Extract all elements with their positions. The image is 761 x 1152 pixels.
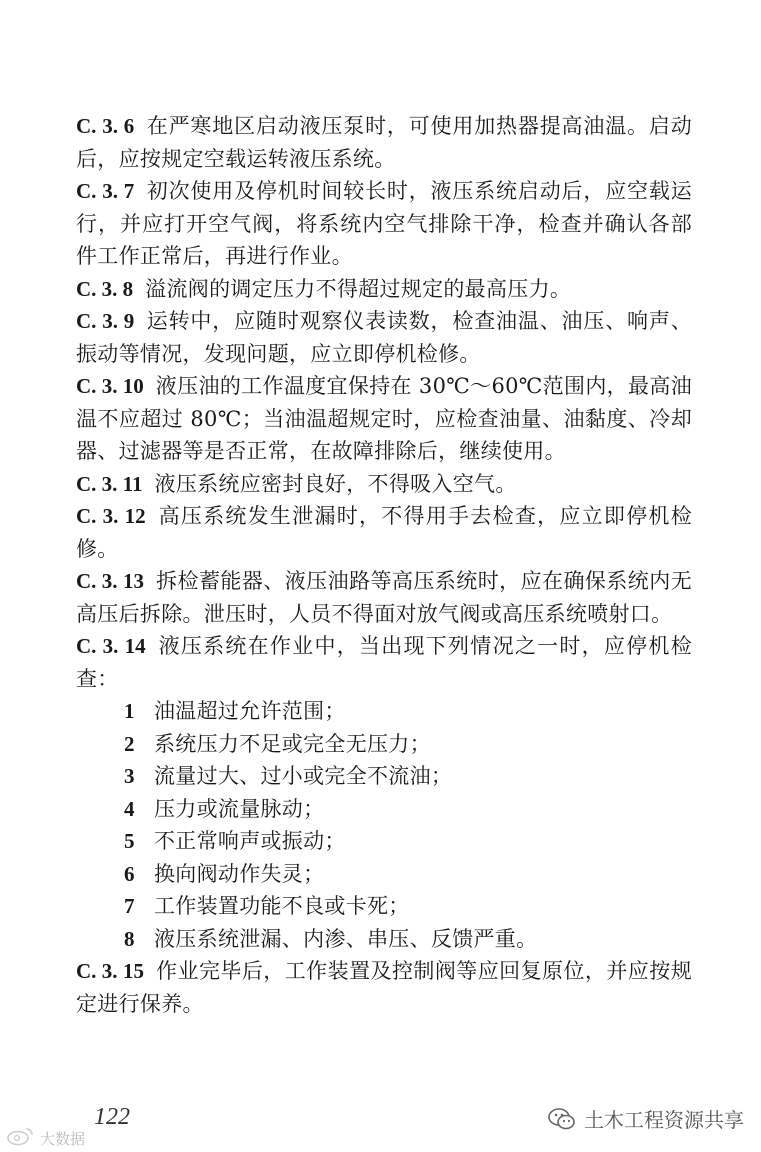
clause-number: C. 3. 7	[76, 179, 135, 203]
list-item	[76, 890, 692, 923]
list-item-text: 换向阀动作失灵；	[154, 861, 325, 886]
clause-text: 高压系统发生泄漏时，不得用手去检查，应立即停机检修。	[76, 504, 692, 561]
list-item-number: 5	[124, 829, 135, 853]
list-item	[76, 728, 692, 761]
list-item	[76, 923, 692, 956]
clause-c-3-7	[76, 175, 692, 273]
clause-text: 液压系统在作业中，当出现下列情况之一时，应停机检查：	[76, 634, 692, 691]
watermark-text: 大数据	[40, 1129, 86, 1148]
clause-number: C. 3. 8	[76, 276, 134, 301]
clause-text: 液压系统应密封良好，不得吸入空气。	[154, 471, 517, 496]
list-item-number: 8	[124, 926, 135, 951]
clause-text: 液压油的工作温度宜保持在 30℃～60℃范围内，最高油温不应超过 80℃；当油温超规定时，应检查油量、油黏度、冷却器、过滤器等是否正常，在故障排除后，继续使用。	[76, 374, 692, 463]
clause-number: C. 3. 12	[76, 504, 146, 528]
weibo-icon	[6, 1126, 36, 1150]
clause-number: C. 3. 13	[76, 569, 144, 593]
list-item	[76, 760, 692, 793]
clause-number: C. 3. 10	[76, 374, 144, 398]
list-item-text: 系统压力不足或完全无压力；	[154, 731, 431, 756]
clause-text: 溢流阀的调定压力不得超过规定的最高压力。	[145, 276, 572, 301]
clause-c-3-11	[76, 468, 692, 501]
list-item-text: 工作装置功能不良或卡死；	[154, 894, 410, 918]
clause-text: 在严寒地区启动液压泵时，可使用加热器提高油温。启动后，应按规定空载运转液压系统。	[76, 114, 692, 171]
clause-number: C. 3. 15	[76, 959, 144, 983]
clause-text: 运转中，应随时观察仪表读数，检查油温、油压、响声、振动等情况，发现问题，应立即停机检修。	[76, 309, 692, 366]
clause-c-3-9	[76, 305, 692, 370]
list-item-text: 不正常响声或振动；	[154, 829, 346, 853]
list-item-text: 流量过大、过小或完全不流油；	[154, 764, 453, 788]
clause-number: C. 3. 14	[76, 634, 146, 658]
clause-c-3-15	[76, 955, 692, 1020]
clause-c-3-8	[76, 273, 692, 306]
wechat-icon	[548, 1107, 576, 1131]
page-number: 122	[94, 1104, 130, 1130]
list-item	[76, 793, 692, 826]
watermark-wechat	[548, 1104, 744, 1133]
clause-c-3-10	[76, 370, 692, 468]
list-item-number: 7	[124, 894, 135, 918]
watermark-text: 土木工程资源共享	[584, 1108, 744, 1132]
clause-c-3-12	[76, 500, 692, 565]
list-item-number: 2	[124, 731, 135, 756]
clause-number: C. 3. 9	[76, 309, 135, 333]
list-item	[76, 858, 692, 891]
clause-text: 拆检蓄能器、液压油路等高压系统时，应在确保系统内无高压后拆除。泄压时，人员不得面对放气阀或高压系统喷射口。	[76, 569, 692, 626]
list-item-number: 6	[124, 861, 135, 886]
clause-c-3-14	[76, 630, 692, 695]
clause-number: C. 3. 6	[76, 114, 135, 138]
list-item	[76, 825, 692, 858]
list-item	[76, 695, 692, 728]
list-item-text: 压力或流量脉动；	[154, 796, 325, 821]
clause-text: 作业完毕后，工作装置及控制阀等应回复原位，并应按规定进行保养。	[76, 959, 692, 1016]
document-body	[76, 110, 692, 1020]
list-item-number: 1	[124, 699, 135, 723]
watermark-weibo	[6, 1126, 85, 1150]
list-item-text: 液压系统泄漏、内渗、串压、反馈严重。	[154, 926, 538, 951]
clause-c-3-6	[76, 110, 692, 175]
clause-text: 初次使用及停机时间较长时，液压系统启动后，应空载运行，并应打开空气阀，将系统内空气排除干净，检查并确认各部件工作正常后，再进行作业。	[76, 179, 692, 268]
list-item-text: 油温超过允许范围；	[154, 699, 346, 723]
list-item-number: 3	[124, 764, 135, 788]
clause-c-3-13	[76, 565, 692, 630]
list-item-number: 4	[124, 796, 135, 821]
clause-number: C. 3. 11	[76, 471, 143, 496]
